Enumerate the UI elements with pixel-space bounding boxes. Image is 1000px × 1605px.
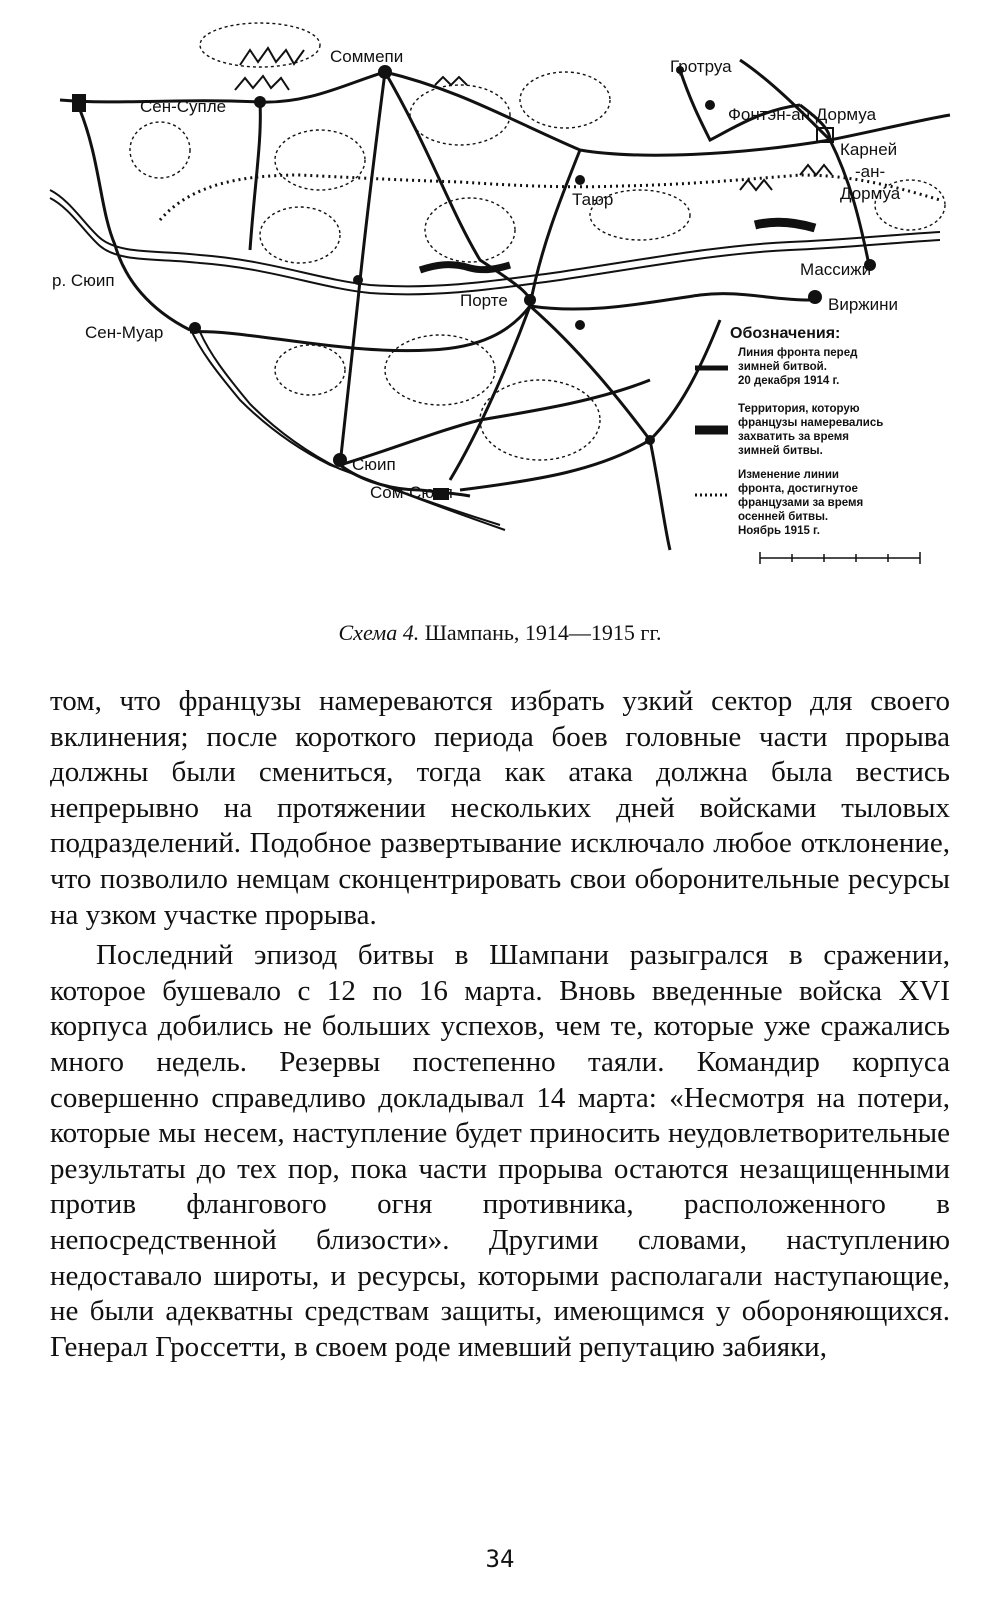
caption-label: Схема 4. xyxy=(338,620,420,645)
legend-item2-line3: захватить за время xyxy=(738,431,849,443)
paragraph-1: том, что французы намереваются избрать узкий сектор для своего вклинения; после короткого периода боев головные части прорыва должны были смениться, тогда как атака должна была вестись непрерывно на протяжении нескольких дней войсками тыловых подразделений. Подобное развертывание исключало любое отклонение, что позволило немцам сконцентрировать свои оборонительные ресурсы на узком участке прорыва. xyxy=(50,685,950,931)
scale-bar xyxy=(760,552,920,564)
label-sommepy: Соммепи xyxy=(330,47,404,66)
front-line-1915 xyxy=(160,175,940,220)
map-legend xyxy=(695,325,920,564)
legend-item1-line1: Линия фронта перед xyxy=(738,347,858,359)
legend-item2-line2: французы намеревались xyxy=(738,417,884,429)
label-tahure: Таюр xyxy=(572,190,614,209)
front-line-1914 xyxy=(420,265,510,270)
label-massiges: Массижи xyxy=(800,260,872,279)
body-text xyxy=(50,684,950,1365)
label-somme-suippe: Сом-Сюип xyxy=(370,483,453,502)
legend-title: Обозначения: xyxy=(730,325,841,342)
champagne-map xyxy=(40,10,970,600)
label-saint-souplet: Сен-Супле xyxy=(140,97,227,116)
label-suippe-river: р. Сюип xyxy=(52,271,115,290)
legend-item1-line2: зимней битвой. xyxy=(738,361,827,373)
legend-item3-line5: Ноябрь 1915 г. xyxy=(738,525,820,537)
legend-item2-line1: Территория, которую xyxy=(738,403,860,415)
caption-text: Шампань, 1914—1915 гг. xyxy=(424,620,662,645)
figure-caption xyxy=(0,620,1000,646)
label-suippes: Сюип xyxy=(352,455,396,474)
page-number: 34 xyxy=(485,1545,515,1573)
legend-item1-line3: 20 декабря 1914 г. xyxy=(738,375,840,387)
label-fontaine: Фонтэн-ан-Дормуа xyxy=(728,105,877,124)
legend-item3-line3: французами за время xyxy=(738,497,864,509)
label-virginy: Виржини xyxy=(828,295,899,314)
captured-territory xyxy=(755,222,815,228)
legend-item3-line1: Изменение линии xyxy=(738,469,840,481)
label-cernay-3: Дормуа xyxy=(840,184,901,203)
label-cernay-2: -ан- xyxy=(855,162,886,181)
legend-item3-line4: осенней битвы. xyxy=(738,511,829,523)
legend-item2-line4: зимней битвы. xyxy=(738,445,823,457)
label-grateuil: Гротруа xyxy=(670,57,732,76)
paragraph-2: Последний эпизод битвы в Шампани разыгрался в сражении, которое бушевало с 12 по 16 марта. Вновь введенные войска XVI корпуса добились не больших успехов, чем те, которые уже сражались много недель. Резервы постепенно таяли. Командир корпуса совершенно справедливо докладывал 14 марта: «Несмотря на потери, которые мы несем, наступление будет приносить неудовлетворительные результаты до тех пор, пока части прорыва остаются незащищенными против флангового огня противника, расположенного в непосредственной близости». Другими словами, наступлению недоставало широты, и ресурсы, которыми располагали наступающие, не были адекватны средствам защиты, имеющимся у обороняющихся. Генерал Гроссетти, в своем роде имевший репутацию забияки, xyxy=(50,939,950,1363)
label-cernay-1: Карней xyxy=(840,140,898,159)
label-saint-hilaire: Сен-Муар xyxy=(85,323,164,342)
label-perthes: Порте xyxy=(460,291,508,310)
legend-item3-line2: фронта, достигнутое xyxy=(738,483,858,495)
